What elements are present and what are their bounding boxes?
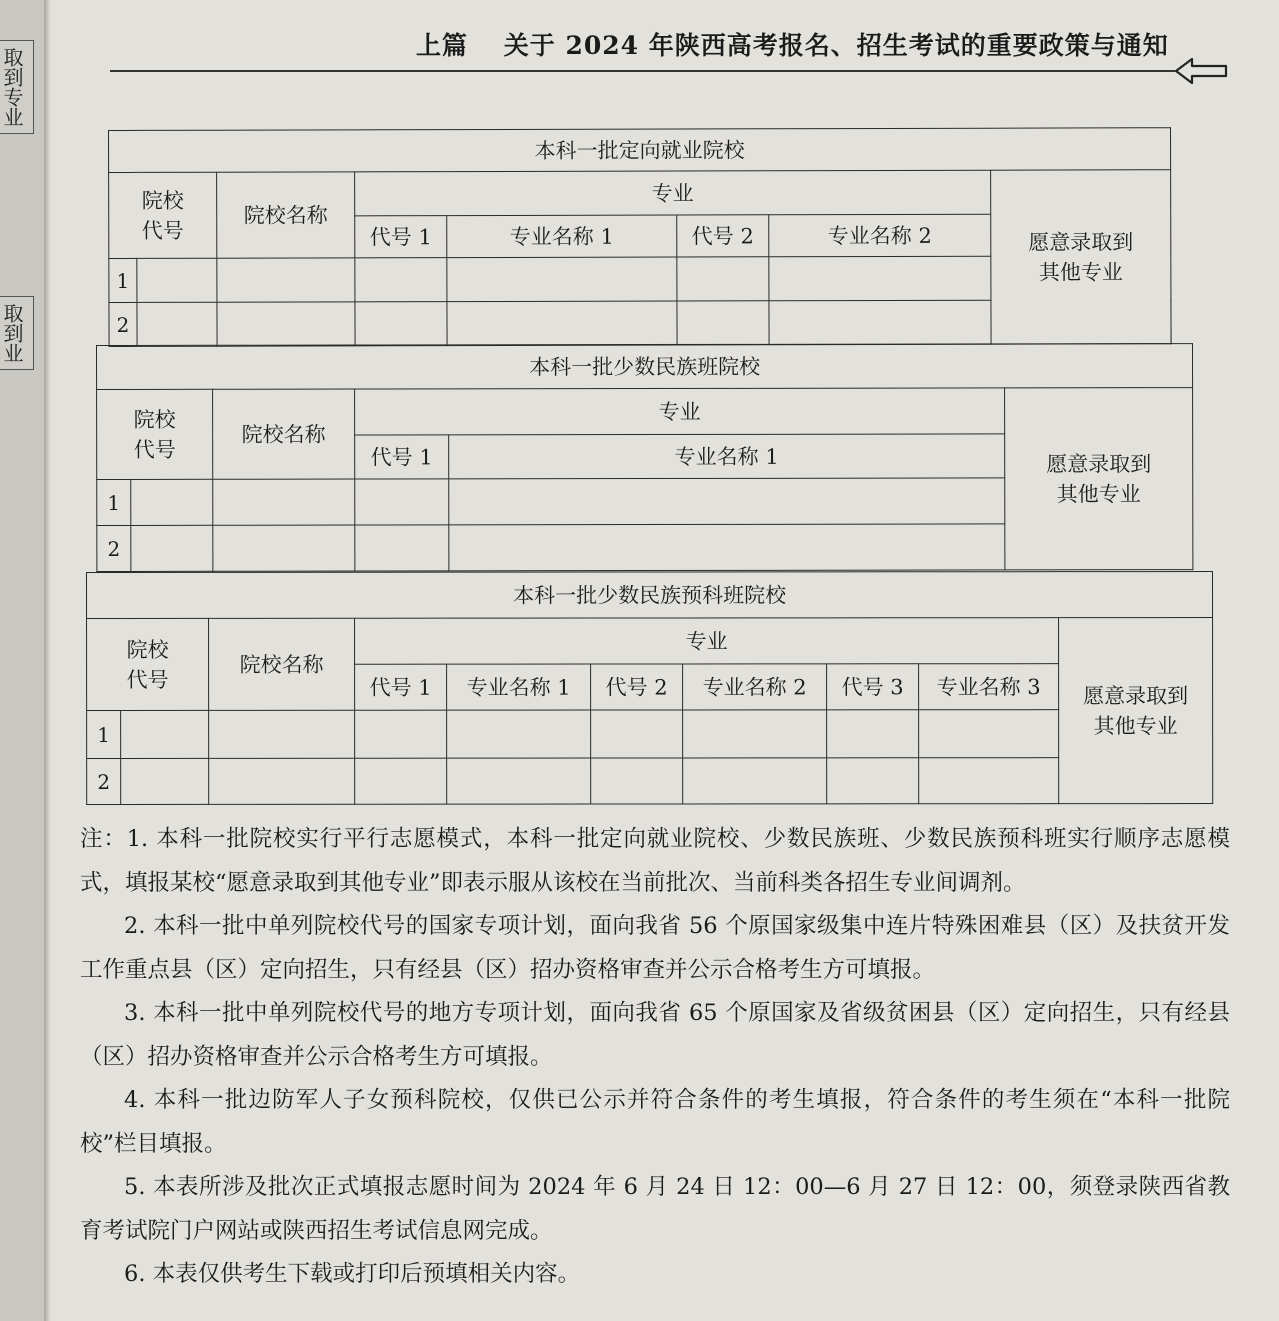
col-header-major: 专业 xyxy=(355,388,1005,435)
blank-cell xyxy=(131,479,213,525)
left-page-fragment-box xyxy=(0,40,34,134)
header-title: 关于 2024 年陕西高考报名、招生考试的重要政策与通知 xyxy=(503,31,1169,60)
blank-cell xyxy=(449,524,1005,571)
blank-cell xyxy=(131,525,213,571)
table-section-directed-employment xyxy=(108,127,1172,347)
blank-cell xyxy=(591,710,683,758)
blank-cell xyxy=(213,479,355,525)
blank-cell xyxy=(591,758,683,804)
blank-cell xyxy=(209,710,355,758)
row-number: 2 xyxy=(109,302,137,346)
section-title: 本科一批少数民族预科班院校 xyxy=(87,572,1213,619)
section-title: 本科一批定向就业院校 xyxy=(109,128,1171,173)
running-header xyxy=(416,26,1169,62)
row-number: 2 xyxy=(97,525,131,571)
col-header-code-1: 代号 1 xyxy=(355,664,447,710)
blank-cell xyxy=(683,710,827,758)
blank-cell xyxy=(209,758,355,804)
note-paragraph: 注：1. 本科一批院校实行平行志愿模式，本科一批定向就业院校、少数民族班、少数民族预科班实行顺序志愿模式，填报某校“愿意录取到其他专业”即表示服从该校在当前批次、当前科类各招生专业间调剂。 xyxy=(80,826,1230,896)
blank-cell xyxy=(449,478,1005,525)
col-header-major-name-3: 专业名称 3 xyxy=(919,664,1059,710)
blank-cell xyxy=(213,525,355,571)
blank-cell xyxy=(683,758,827,804)
col-header-major: 专业 xyxy=(355,170,991,216)
blank-cell xyxy=(217,258,355,302)
left-page-fragment: 取到专业 xyxy=(0,47,24,127)
col-header-code-1: 代号 1 xyxy=(355,216,447,258)
col-header-major-name-1: 专业名称 1 xyxy=(447,215,677,258)
blank-cell xyxy=(447,257,677,302)
left-facing-page xyxy=(0,0,45,1321)
blank-cell xyxy=(355,479,449,525)
header-part: 上篇 xyxy=(416,31,469,60)
note-paragraph: 4. 本科一批边防军人子女预科院校，仅供已公示并符合条件的考生填报，符合条件的考生须在“本科一批院校”栏目填报。 xyxy=(80,1087,1230,1157)
table-section-ethnic-minority-class xyxy=(96,343,1193,572)
blank-cell xyxy=(355,302,447,346)
blank-cell xyxy=(137,302,217,346)
col-header-school-name: 院校名称 xyxy=(209,618,355,710)
header-rule xyxy=(110,70,1175,72)
col-header-major: 专业 xyxy=(355,618,1059,665)
col-header-major-name-1: 专业名称 1 xyxy=(447,664,591,710)
blank-cell xyxy=(919,758,1059,804)
blank-cell xyxy=(447,301,677,346)
col-header-code-2: 代号 2 xyxy=(591,664,683,710)
col-header-code-3: 代号 3 xyxy=(827,664,919,710)
blank-cell xyxy=(769,256,991,301)
blank-cell xyxy=(137,258,217,302)
left-page-fragment: 取到业 xyxy=(0,303,24,363)
blank-cell xyxy=(121,758,209,804)
col-header-major-name-2: 专业名称 2 xyxy=(683,664,827,710)
blank-cell xyxy=(447,710,591,758)
blank-cell xyxy=(447,758,591,804)
col-header-code-2: 代号 2 xyxy=(677,215,769,257)
col-header-code-1: 代号 1 xyxy=(355,435,449,479)
blank-cell xyxy=(677,257,769,301)
blank-cell xyxy=(827,758,919,804)
col-header-school-code: 院校代号 xyxy=(97,389,213,479)
blank-cell xyxy=(919,710,1059,758)
col-header-school-code: 院校代号 xyxy=(109,172,217,258)
row-number: 2 xyxy=(87,758,121,804)
blank-cell xyxy=(121,710,209,758)
blank-cell xyxy=(355,525,449,571)
table-section-ethnic-minority-preparatory xyxy=(86,571,1213,805)
col-header-school-code: 院校代号 xyxy=(87,618,209,710)
blank-cell xyxy=(355,758,447,804)
notes-block xyxy=(80,818,1230,1297)
left-page-fragment-box xyxy=(0,296,34,370)
note-paragraph: 2. 本科一批中单列院校代号的国家专项计划，面向我省 56 个原国家级集中连片特殊困难县（区）及扶贫开发工作重点县（区）定向招生，只有经县（区）招办资格审查并公示合格考生方可填报。 xyxy=(80,913,1230,983)
col-header-school-name: 院校名称 xyxy=(217,172,355,258)
section-title: 本科一批少数民族班院校 xyxy=(97,344,1193,390)
col-header-major-name-2: 专业名称 2 xyxy=(769,214,991,257)
blank-cell xyxy=(217,302,355,346)
col-header-school-name: 院校名称 xyxy=(213,389,355,479)
row-number: 1 xyxy=(109,258,137,302)
note-paragraph: 5. 本表所涉及批次正式填报志愿时间为 2024 年 6 月 24 日 12：00—6 月 27 日 12：00，须登录陕西省教育考试院门户网站或陕西招生考试信息网完成。 xyxy=(80,1174,1230,1244)
blank-cell xyxy=(827,710,919,758)
col-header-accept-other: 愿意录取到其他专业 xyxy=(1059,618,1213,804)
note-paragraph: 6. 本表仅供考生下载或打印后预填相关内容。 xyxy=(124,1261,581,1287)
col-header-major-name-1: 专业名称 1 xyxy=(449,434,1005,479)
col-header-accept-other: 愿意录取到其他专业 xyxy=(991,170,1171,344)
row-number: 1 xyxy=(97,479,131,525)
blank-cell xyxy=(677,301,769,345)
blank-cell xyxy=(355,258,447,302)
blank-cell xyxy=(769,300,991,345)
hollow-left-arrow-icon xyxy=(1174,56,1228,86)
col-header-accept-other: 愿意录取到其他专业 xyxy=(1005,388,1193,570)
note-paragraph: 3. 本科一批中单列院校代号的地方专项计划，面向我省 65 个原国家及省级贫困县（区）定向招生，只有经县（区）招办资格审查并公示合格考生方可填报。 xyxy=(80,1000,1230,1070)
row-number: 1 xyxy=(87,710,121,758)
blank-cell xyxy=(355,710,447,758)
